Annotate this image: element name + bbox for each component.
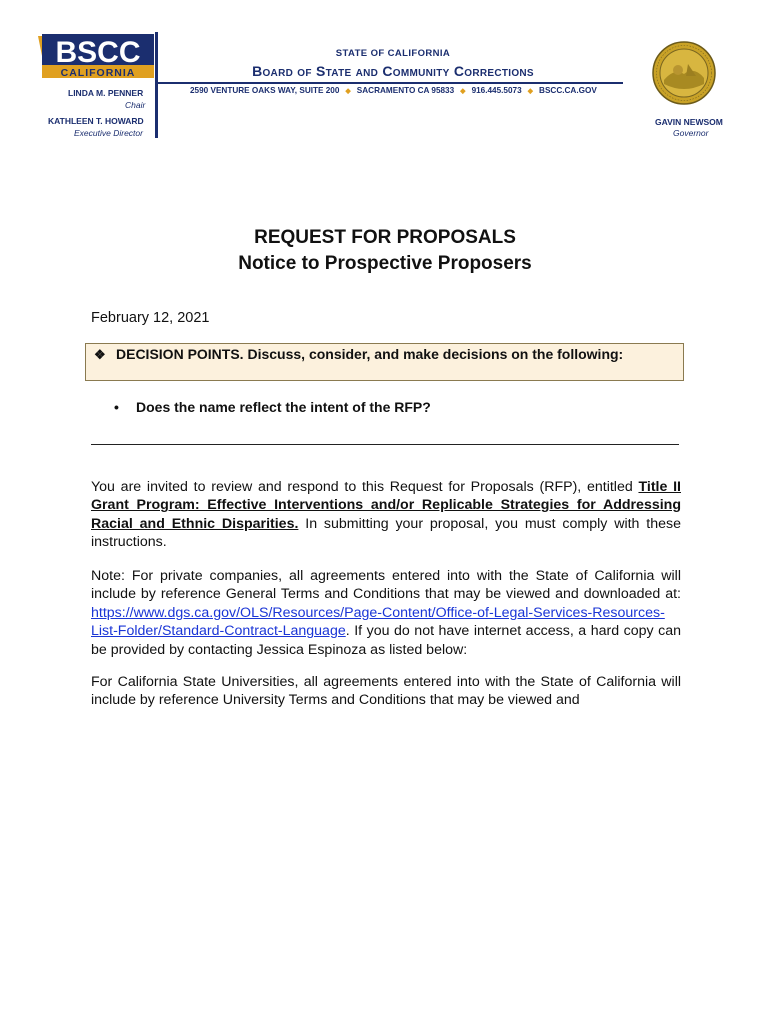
phone-number: 916.445.5073 — [471, 86, 522, 95]
street-address: 2590 VENTURE OAKS WAY, SUITE 200 — [190, 86, 340, 95]
invitation-text: You are invited to review and respond to this Request for Proposals (RFP), entitled — [91, 479, 639, 495]
separator-diamond-icon: ◆ — [527, 88, 534, 95]
document-subtitle: Notice to Prospective Proposers — [238, 253, 532, 274]
paragraph-invitation — [91, 478, 681, 552]
paragraph-csu — [91, 673, 681, 710]
private-companies-text: Note: For private companies, all agreements entered into with the State of California will include by reference General Terms and Conditions that may be viewed and downloaded at: — [91, 568, 681, 603]
decision-points-heading — [94, 346, 623, 363]
decision-question — [114, 399, 431, 415]
invitation-text-end: In submitting your proposal, you must comply with these instructions. — [91, 515, 681, 551]
decision-points-box — [85, 343, 684, 381]
standard-contract-link[interactable]: https://www.dgs.ca.gov/OLS/Resources/Page-Content/Office-of-Legal-Services-Resources-List-Folder/Standard-Contract-Language — [91, 604, 665, 640]
separator-diamond-icon: ◆ — [460, 88, 466, 95]
logo-text: BSCC — [55, 36, 141, 69]
four-diamond-bullet-icon: ❖ — [94, 347, 106, 362]
website: BSCC.CA.GOV — [539, 86, 597, 95]
csu-text: For California State Universities, all agreements entered into with the State of California will include by reference University Terms and Conditions that may be viewed and — [91, 674, 681, 709]
paragraph-private-companies — [91, 567, 681, 659]
director-title: Executive Director — [74, 128, 143, 138]
separator-diamond-icon: ◆ — [345, 88, 351, 95]
bscc-logo — [36, 32, 156, 80]
document-title: REQUEST FOR PROPOSALS — [254, 227, 516, 248]
address-line — [190, 86, 597, 95]
governor-title: Governor — [673, 128, 709, 138]
logo-subtext: CALIFORNIA — [60, 67, 136, 79]
governor-name: GAVIN NEWSOM — [655, 117, 723, 127]
decision-question-text: Does the name reflect the intent of the RFP? — [136, 399, 431, 415]
private-companies-text-end: . If you do not have internet access, a hard copy can be provided by contacting Jessica Espinoza as listed below: — [91, 623, 681, 658]
board-name: Board of State and Community Corrections — [252, 63, 534, 79]
decision-points-text: DECISION POINTS. Discuss, consider, and make decisions on the following: — [116, 346, 624, 362]
chair-name: LINDA M. PENNER — [68, 88, 144, 98]
bullet-icon: • — [114, 399, 119, 415]
document-date: February 12, 2021 — [91, 310, 210, 326]
header-rule — [157, 82, 623, 84]
state-heading: STATE OF CALIFORNIA — [335, 48, 451, 59]
chair-title: Chair — [125, 100, 146, 110]
rfp-title: Title II Grant Program: Effective Interventions and/or Replicable Strategies for Addressing Racial and Ethnic Disparities. — [91, 479, 681, 532]
director-name: KATHLEEN T. HOWARD — [48, 116, 144, 126]
city-address: SACRAMENTO CA 95833 — [356, 86, 455, 95]
answer-line — [91, 444, 679, 445]
california-state-seal — [652, 38, 716, 108]
